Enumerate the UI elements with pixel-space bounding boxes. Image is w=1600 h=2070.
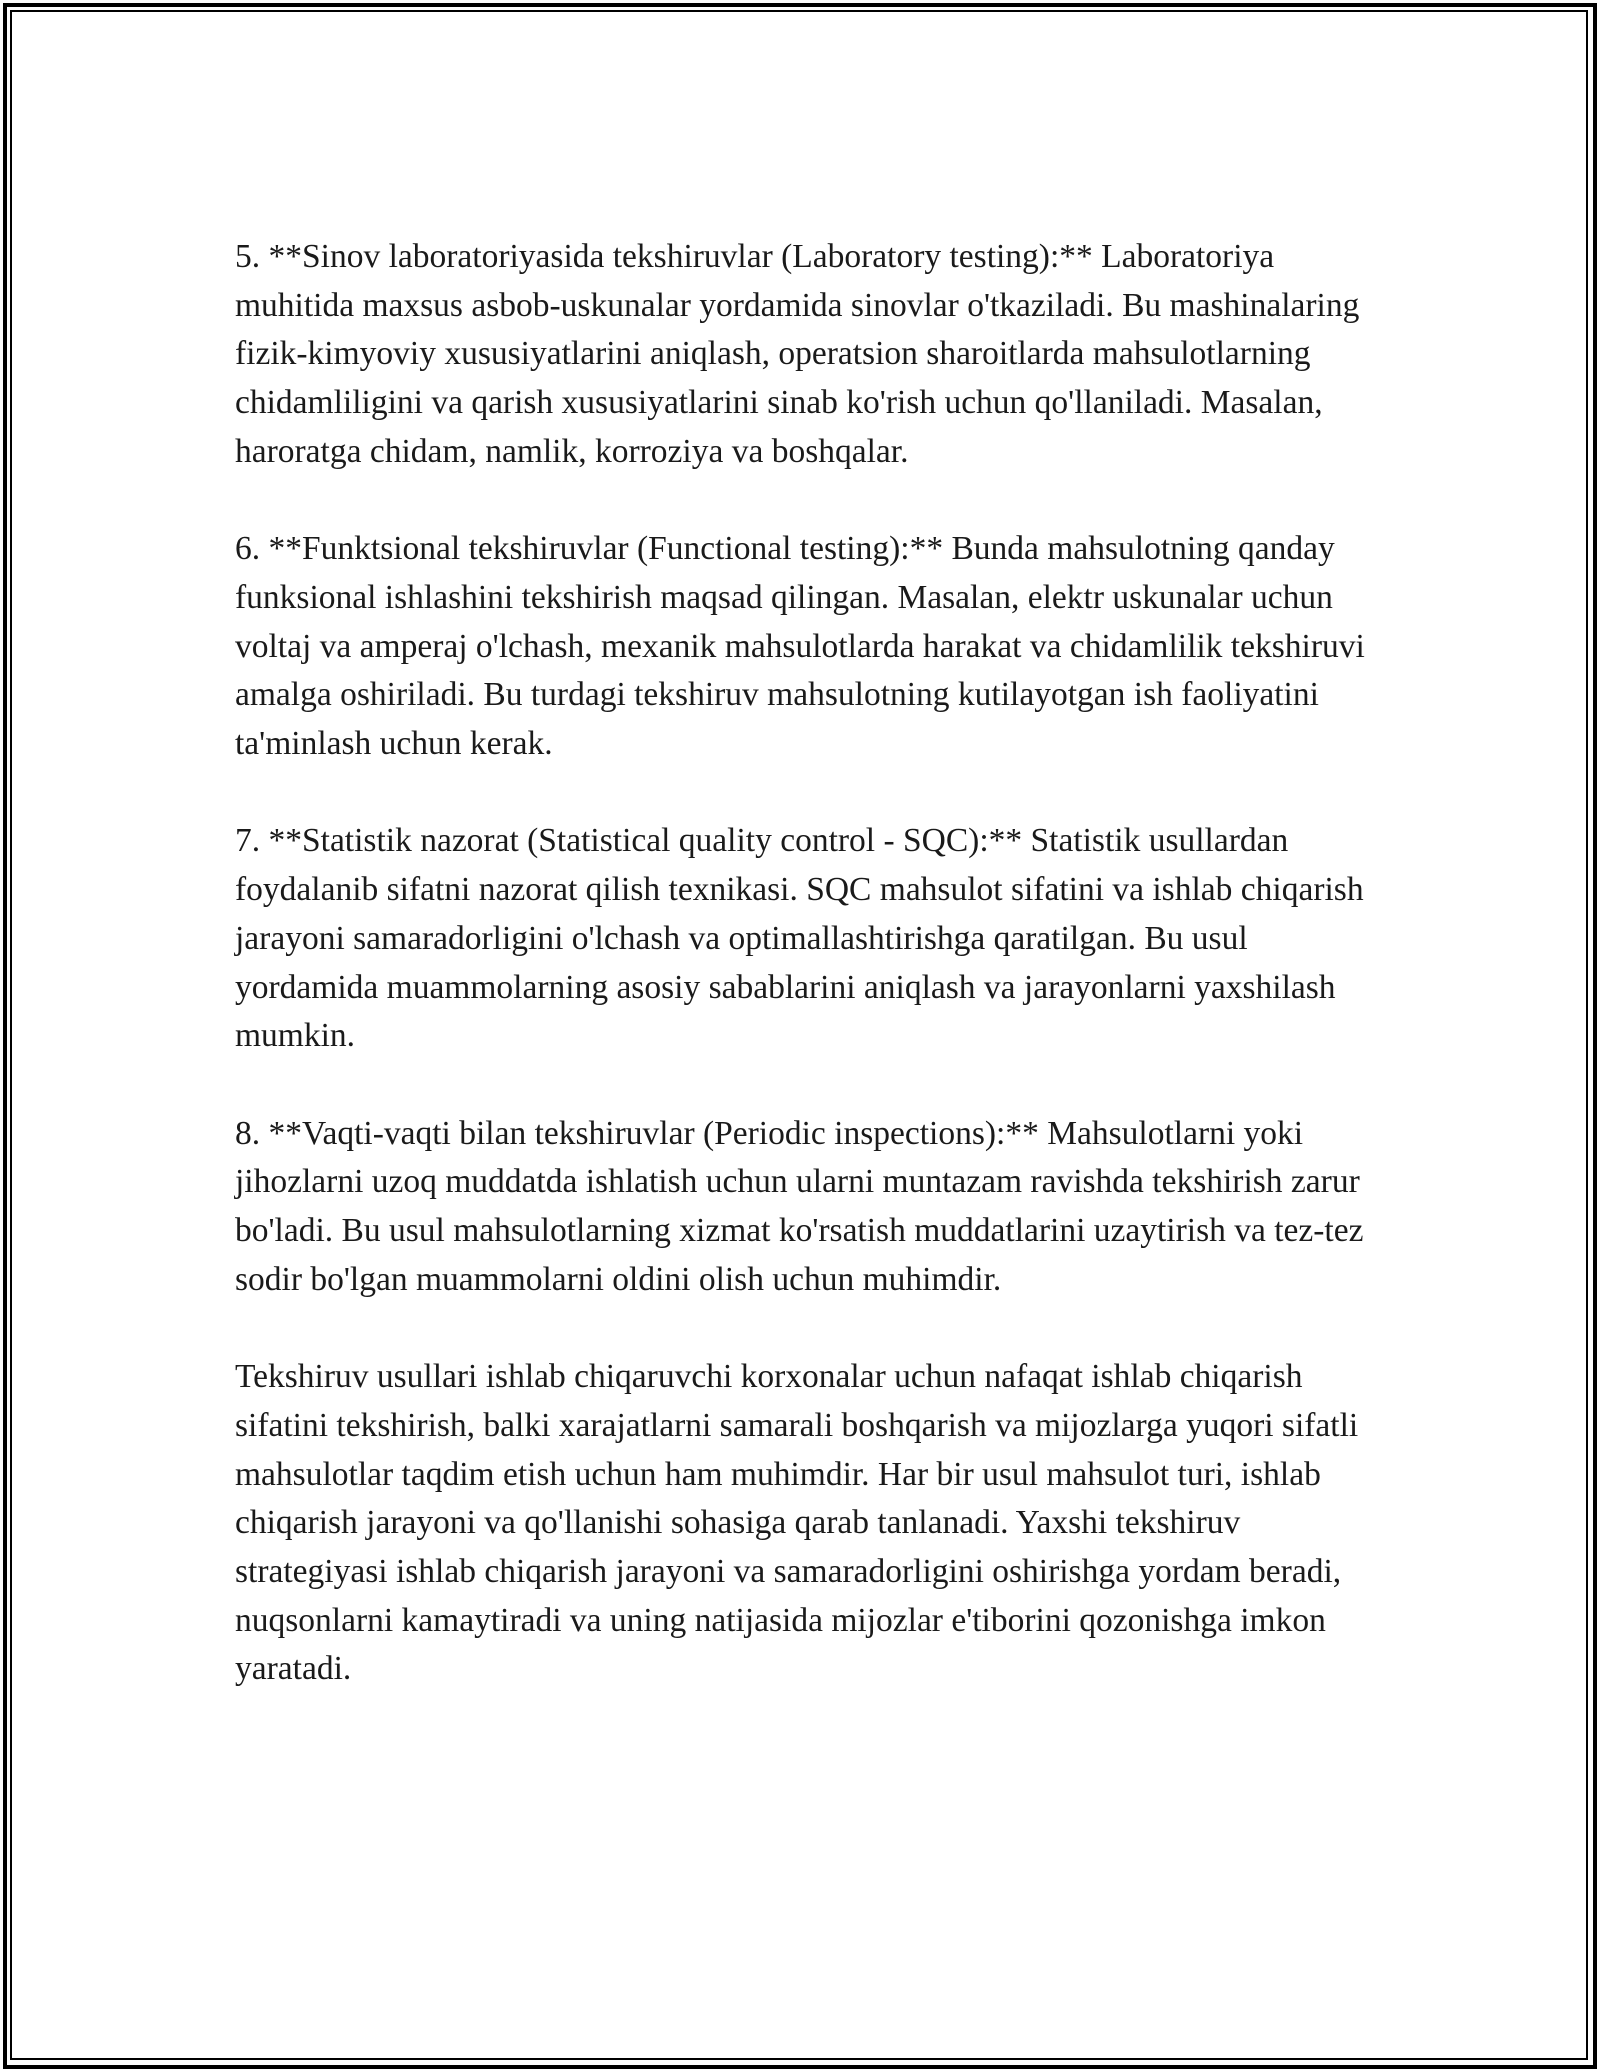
- paragraph-laboratory-testing: 5. **Sinov laboratoriyasida tekshiruvlar (Laboratory testing):** Laboratoriya muhitida maxsus asbob-uskunalar yordamida sinovlar o'tkaziladi. Bu mashinalaring fizik-kimyoviy xususiyatlarini aniqlash, operatsion sharoitlarda mahsulotlarning chidamliligini va qarish xususiyatlarini sinab ko'rish uchun qo'llaniladi. Masalan, haroratga chidam, namlik, korroziya va boshqalar.: [235, 238, 1360, 470]
- paragraph-conclusion: Tekshiruv usullari ishlab chiqaruvchi korxonalar uchun nafaqat ishlab chiqarish sifatini tekshirish, balki xarajatlarni samarali boshqarish va mijozlarga yuqori sifatli mahsulotlar taqdim etish uchun ham muhimdir. Har bir usul mahsulot turi, ishlab chiqarish jarayoni va qo'llanishi sohasiga qarab tanlanadi. Yaxshi tekshiruv strategiyasi ishlab chiqarish jarayoni va samaradorligini oshirishga yordam beradi, nuqsonlarni kamaytiradi va uning natijasida mijozlar e'tiborini qozonishga imkon yaratadi.: [235, 1358, 1359, 1688]
- paragraph-functional-testing: 6. **Funktsional tekshiruvlar (Functional testing):** Bunda mahsulotning qanday funksional ishlashini tekshirish maqsad qilingan. Masalan, elektr uskunalar uchun voltaj va amperaj o'lchash, mexanik mahsulotlarda harakat va chidamlilik tekshiruvi amalga oshiriladi. Bu turdagi tekshiruv mahsulotning kutilayotgan ish faoliyatini ta'minlash uchun kerak.: [235, 530, 1365, 763]
- paragraph-statistical-control: 7. **Statistik nazorat (Statistical quality control - SQC):** Statistik usullardan foydalanib sifatni nazorat qilish texnikasi. SQC mahsulot sifatini va ishlab chiqarish jarayoni samaradorligini o'lchash va optimallashtirishga qaratilgan. Bu usul yordamida muammolarning asosiy sabablarini aniqlash va jarayonlarni yaxshilash mumkin.: [235, 822, 1364, 1055]
- document-body: [235, 233, 1385, 1694]
- paragraph-periodic-inspections: 8. **Vaqti-vaqti bilan tekshiruvlar (Periodic inspections):** Mahsulotlarni yoki jihozlarni uzoq muddatda ishlatish uchun ularni muntazam ravishda tekshirish zarur bo'ladi. Bu usul mahsulotlarning xizmat ko'rsatish muddatlarini uzaytirish va tez-tez sodir bo'lgan muammolarni oldini olish uchun muhimdir.: [235, 1114, 1364, 1298]
